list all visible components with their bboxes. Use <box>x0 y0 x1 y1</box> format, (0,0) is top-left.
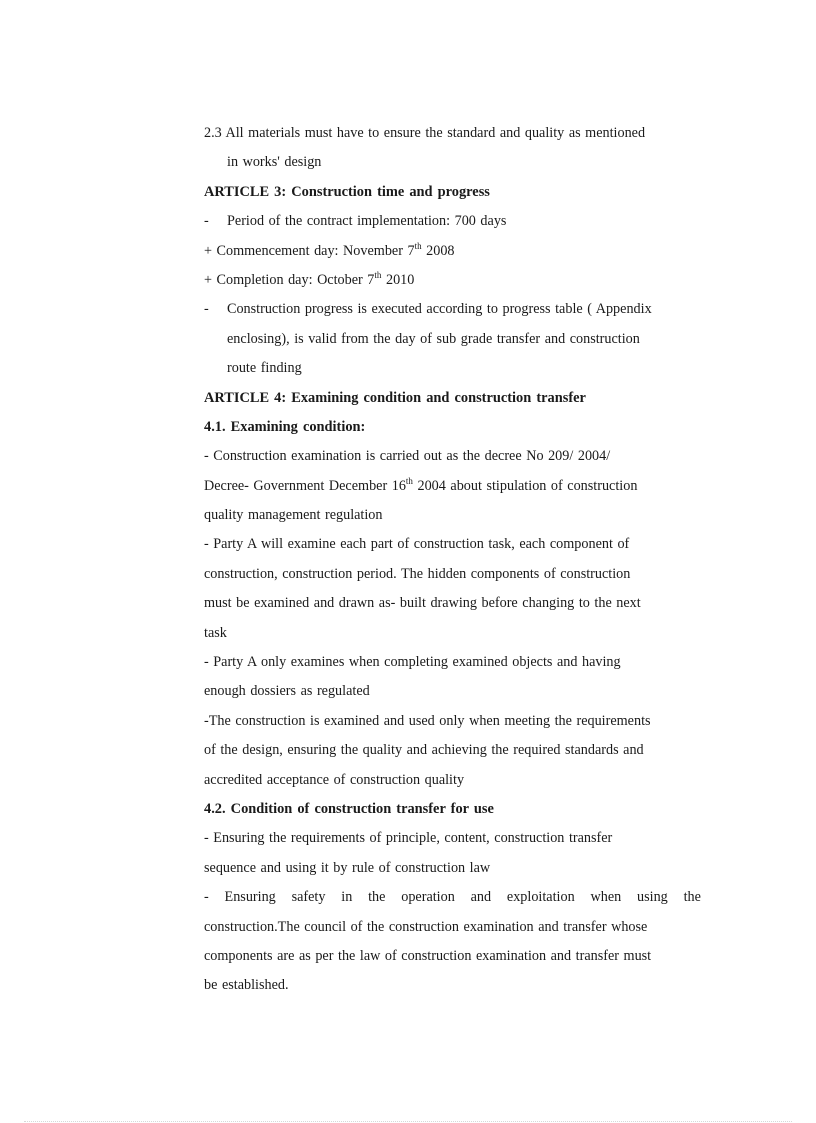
progress-item-line-1 <box>204 295 704 324</box>
para-1-line-2 <box>204 472 704 501</box>
para-4-line-2: of the design, ensuring the quality and achieving the required standards and <box>204 742 644 759</box>
para-2-line-4: task <box>204 624 227 641</box>
decree-suffix: 2004 about stipulation of construction <box>412 477 638 494</box>
commencement-year: 2008 <box>421 242 455 259</box>
para-3-line-1: - Party A only examines when completing examined objects and having <box>204 654 621 671</box>
word: - <box>204 889 209 906</box>
para-5-line-1: - Ensuring the requirements of principle, content, construction transfer <box>204 830 613 847</box>
bullet-dash: - <box>204 301 209 318</box>
decree-ordinal: th <box>405 475 413 486</box>
word: operation <box>401 889 455 906</box>
para-1-line-1: - Construction examination is carried out as the decree No 209/ 2004/ <box>204 448 611 465</box>
word: the <box>368 889 386 906</box>
word: safety <box>291 889 326 906</box>
word: when <box>590 889 622 906</box>
section-2-3-line-1: 2.3 All materials must have to ensure the standard and quality as mentioned <box>204 125 646 141</box>
completion-year: 2010 <box>381 271 415 288</box>
para-2-line-2: construction, construction period. The hidden components of construction <box>204 565 631 582</box>
word: the <box>683 889 701 906</box>
word: Ensuring <box>224 889 276 906</box>
para-1-line-3: quality management regulation <box>204 507 383 524</box>
word: using <box>637 889 668 906</box>
progress-item-line-3: route finding <box>227 360 302 377</box>
word: and <box>470 889 492 906</box>
para-4-line-3: accredited acceptance of construction quality <box>204 771 465 788</box>
decree-text: Decree- Government December 16 <box>204 477 406 494</box>
progress-text-1: Construction progress is executed according to progress table ( Appendix <box>227 301 652 318</box>
para-2-line-1: - Party A will examine each part of construction task, each component of <box>204 536 630 553</box>
section-4-1-heading: 4.1. Examining condition: <box>204 418 366 435</box>
section-2-3-line-2: in works' design <box>227 154 322 171</box>
period-text: Period of the contract implementation: 700 days <box>227 213 507 230</box>
bullet-dash: - <box>204 213 209 230</box>
commencement-item <box>204 237 704 266</box>
para-6-line-1 <box>204 883 701 912</box>
para-5-line-2: sequence and using it by rule of construction law <box>204 859 491 876</box>
completion-ordinal: th <box>374 269 382 280</box>
completion-item <box>204 266 704 295</box>
commencement-ordinal: th <box>414 240 422 251</box>
completion-text: + Completion day: October 7 <box>204 271 375 288</box>
para-2-line-3: must be examined and drawn as- built drawing before changing to the next <box>204 595 641 612</box>
para-6-line-2: construction.The council of the construction examination and transfer whose <box>204 918 648 935</box>
commencement-text: + Commencement day: November 7 <box>204 242 415 259</box>
word: in <box>341 889 353 906</box>
para-6-line-3: components are as per the law of construction examination and transfer must <box>204 947 652 964</box>
para-3-line-2: enough dossiers as regulated <box>204 683 370 700</box>
para-4-line-1: -The construction is examined and used only when meeting the requirements <box>204 712 651 729</box>
page-bottom-divider <box>24 1121 792 1122</box>
article-3-heading: ARTICLE 3: Construction time and progress <box>204 183 490 200</box>
word: exploitation <box>506 889 575 906</box>
section-4-2-heading: 4.2. Condition of construction transfer for use <box>204 800 494 817</box>
para-6-line-4: be established. <box>204 977 289 994</box>
article-4-heading: ARTICLE 4: Examining condition and construction transfer <box>204 389 586 406</box>
progress-item-line-2: enclosing), is valid from the day of sub grade transfer and construction <box>227 330 640 347</box>
period-item <box>204 207 704 236</box>
document-body <box>204 119 704 1001</box>
